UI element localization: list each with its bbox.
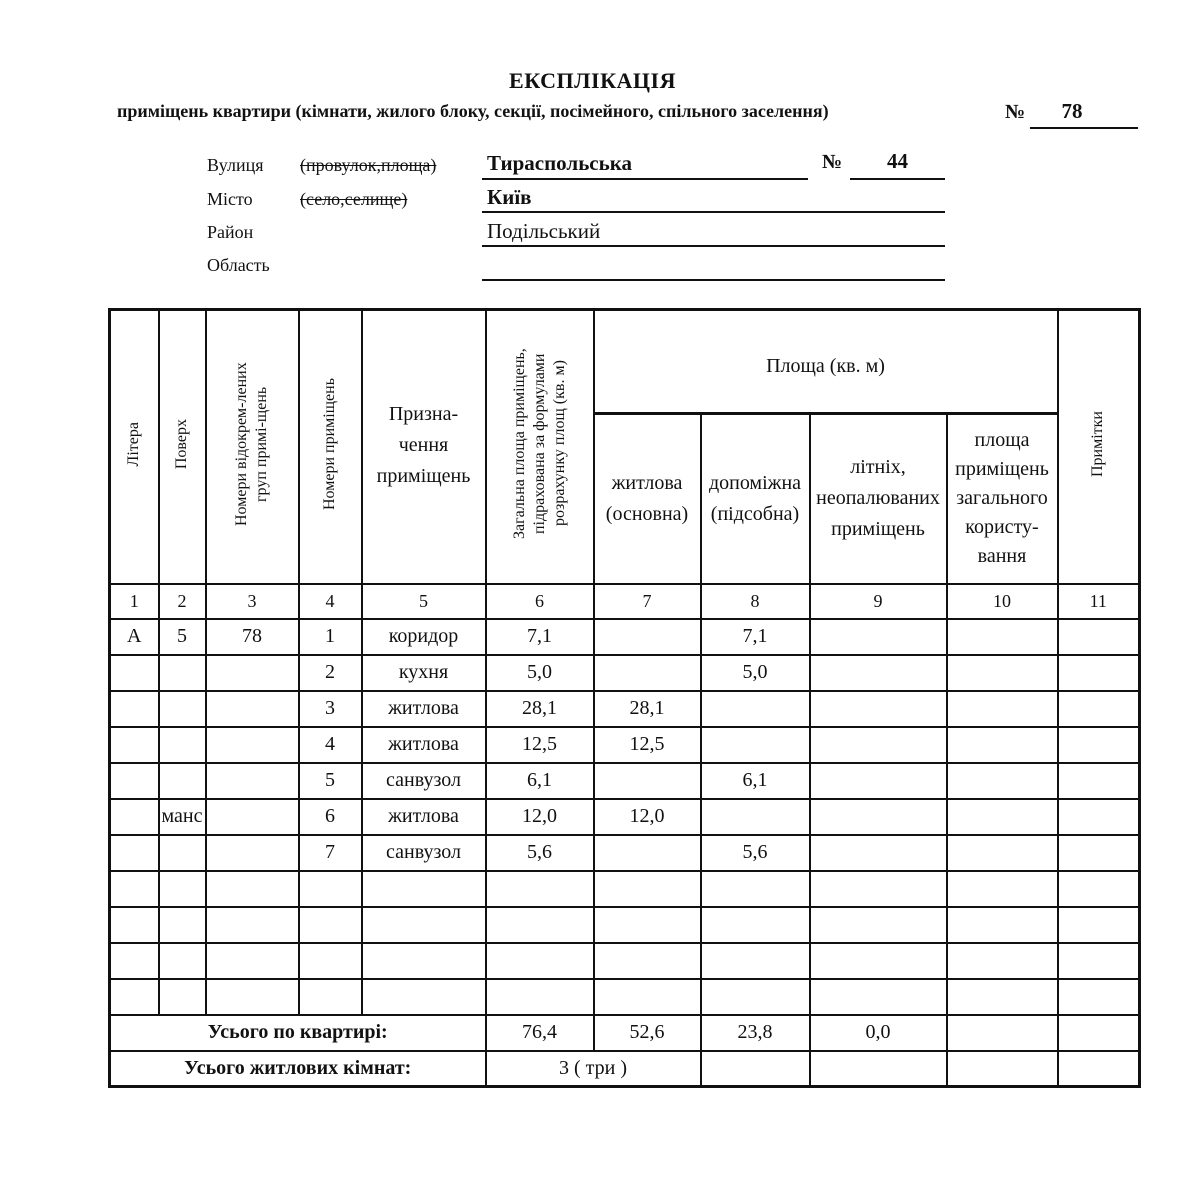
total-area-cell	[486, 871, 594, 907]
header-total-area: Загальна площа приміщень, підрахована за формулами розрахунку площ (кв. м)	[486, 310, 594, 584]
floor-cell: 5	[159, 619, 206, 655]
common-area-cell	[947, 763, 1058, 799]
living-area-cell	[594, 763, 701, 799]
floor-cell	[159, 871, 206, 907]
district-label: Район	[207, 222, 254, 242]
floor-cell	[159, 691, 206, 727]
summer-area-cell	[810, 691, 947, 727]
summer-area-cell	[810, 835, 947, 871]
header-common: площа приміщень загального користу-вання	[947, 414, 1058, 584]
header-room-numbers: Номери приміщень	[299, 310, 362, 584]
total-label: Усього по квартирі:	[110, 1015, 486, 1051]
notes-cell	[1058, 763, 1140, 799]
district-value: Подільський	[487, 219, 601, 243]
living-area-cell: 28,1	[594, 691, 701, 727]
litera-cell: А	[110, 619, 159, 655]
common-area-cell	[947, 835, 1058, 871]
group-number-cell: 78	[206, 619, 299, 655]
column-numbers-row	[110, 584, 1140, 619]
group-number-cell	[206, 655, 299, 691]
living-area-cell	[594, 655, 701, 691]
auxiliary-area-cell	[701, 979, 810, 1015]
litera-cell	[110, 835, 159, 871]
room-number-cell	[299, 907, 362, 943]
header-notes: Примітки	[1058, 310, 1140, 584]
living-area-cell	[594, 835, 701, 871]
total-area-cell: 6,1	[486, 763, 594, 799]
street-underline	[482, 178, 808, 180]
column-number: 9	[810, 584, 947, 619]
group-number-cell	[206, 727, 299, 763]
auxiliary-area-cell: 5,0	[701, 655, 810, 691]
floor-cell	[159, 655, 206, 691]
litera-cell	[110, 979, 159, 1015]
column-number: 2	[159, 584, 206, 619]
group-number-cell	[206, 907, 299, 943]
auxiliary-area-cell	[701, 691, 810, 727]
table-row	[110, 835, 1140, 871]
empty-cell	[947, 1051, 1058, 1087]
group-number-cell	[206, 691, 299, 727]
common-area-cell	[947, 943, 1058, 979]
litera-cell	[110, 871, 159, 907]
purpose-cell: житлова	[362, 799, 486, 835]
purpose-cell	[362, 943, 486, 979]
column-number: 4	[299, 584, 362, 619]
total-area-cell: 12,0	[486, 799, 594, 835]
header-summer: літніх, неопалюваних приміщень	[810, 414, 947, 584]
header-auxiliary: допоміжна (підсобна)	[701, 414, 810, 584]
room-number-cell: 1	[299, 619, 362, 655]
header-litera: Літера	[110, 310, 159, 584]
purpose-cell: санвузол	[362, 763, 486, 799]
notes-cell	[1058, 655, 1140, 691]
auxiliary-area-cell	[701, 799, 810, 835]
table-row	[110, 727, 1140, 763]
room-number-cell: 6	[299, 799, 362, 835]
purpose-cell: кухня	[362, 655, 486, 691]
notes-cell	[1058, 907, 1140, 943]
litera-cell	[110, 943, 159, 979]
total-area-cell: 7,1	[486, 619, 594, 655]
total-living-value: 52,6	[594, 1015, 701, 1051]
table-row	[110, 979, 1140, 1015]
table-row	[110, 799, 1140, 835]
auxiliary-area-cell	[701, 907, 810, 943]
common-area-cell	[947, 655, 1058, 691]
column-number: 11	[1058, 584, 1140, 619]
total-area-cell: 5,6	[486, 835, 594, 871]
city-struck-text: (село,селище)	[300, 189, 408, 209]
purpose-cell: житлова	[362, 727, 486, 763]
table-row	[110, 691, 1140, 727]
purpose-cell: житлова	[362, 691, 486, 727]
total-area-cell	[486, 979, 594, 1015]
total-auxiliary-value: 23,8	[701, 1015, 810, 1051]
summer-area-cell	[810, 655, 947, 691]
summer-area-cell	[810, 907, 947, 943]
purpose-cell	[362, 907, 486, 943]
auxiliary-area-cell	[701, 727, 810, 763]
rooms-count-label: Усього житлових кімнат:	[110, 1051, 486, 1087]
notes-cell	[1058, 979, 1140, 1015]
floor-cell	[159, 763, 206, 799]
notes-cell	[1058, 799, 1140, 835]
common-area-cell	[947, 691, 1058, 727]
notes-cell	[1058, 943, 1140, 979]
region-label: Область	[207, 255, 270, 275]
common-area-cell	[947, 871, 1058, 907]
explication-table	[108, 308, 1141, 1088]
total-summer-value: 0,0	[810, 1015, 947, 1051]
header-living: житлова (основна)	[594, 414, 701, 584]
purpose-cell	[362, 871, 486, 907]
apartment-number-underline	[1030, 127, 1138, 129]
group-number-cell	[206, 871, 299, 907]
litera-cell	[110, 727, 159, 763]
living-area-cell	[594, 979, 701, 1015]
total-area-cell: 28,1	[486, 691, 594, 727]
document-subtitle: приміщень квартири (кімнати, жилого блоку, секції, посімейного, спільного заселення)	[117, 101, 829, 121]
group-number-cell	[206, 943, 299, 979]
auxiliary-area-cell	[701, 943, 810, 979]
room-number-cell: 4	[299, 727, 362, 763]
column-number: 6	[486, 584, 594, 619]
purpose-cell: коридор	[362, 619, 486, 655]
house-number-label: №	[822, 151, 843, 173]
summer-area-cell	[810, 871, 947, 907]
living-area-cell	[594, 871, 701, 907]
floor-cell	[159, 943, 206, 979]
room-number-cell: 3	[299, 691, 362, 727]
living-area-cell	[594, 907, 701, 943]
floor-cell	[159, 727, 206, 763]
auxiliary-area-cell: 7,1	[701, 619, 810, 655]
house-number: 44	[887, 149, 908, 173]
street-value: Тираспольська	[487, 151, 633, 175]
notes-cell	[1058, 871, 1140, 907]
total-area-cell: 12,5	[486, 727, 594, 763]
group-number-cell	[206, 799, 299, 835]
common-area-cell	[947, 619, 1058, 655]
common-area-cell	[947, 727, 1058, 763]
litera-cell	[110, 907, 159, 943]
column-number: 5	[362, 584, 486, 619]
purpose-cell	[362, 979, 486, 1015]
room-number-cell: 2	[299, 655, 362, 691]
table-row	[110, 763, 1140, 799]
total-notes-value	[1058, 1015, 1140, 1051]
city-underline	[482, 211, 945, 213]
header-area-group: Площа (кв. м)	[594, 310, 1058, 414]
table-row	[110, 871, 1140, 907]
living-area-cell: 12,0	[594, 799, 701, 835]
rooms-count-row	[110, 1051, 1140, 1087]
living-area-cell	[594, 619, 701, 655]
district-underline	[482, 245, 945, 247]
total-common-value	[947, 1015, 1058, 1051]
table-row	[110, 943, 1140, 979]
summer-area-cell	[810, 619, 947, 655]
group-number-cell	[206, 763, 299, 799]
street-label: Вулиця	[207, 155, 264, 175]
total-area-cell	[486, 907, 594, 943]
table-row	[110, 619, 1140, 655]
notes-cell	[1058, 619, 1140, 655]
header-purpose: Призна-чення приміщень	[362, 310, 486, 584]
apartment-number: 78	[1061, 99, 1083, 123]
column-number: 7	[594, 584, 701, 619]
table-row	[110, 655, 1140, 691]
region-underline	[482, 279, 945, 281]
summer-area-cell	[810, 763, 947, 799]
room-number-cell	[299, 871, 362, 907]
litera-cell	[110, 655, 159, 691]
auxiliary-area-cell: 5,6	[701, 835, 810, 871]
room-number-cell: 7	[299, 835, 362, 871]
city-label: Місто	[207, 189, 253, 209]
notes-cell	[1058, 691, 1140, 727]
room-number-cell: 5	[299, 763, 362, 799]
header-group-numbers: Номери відокрем-лених груп примі-щень	[206, 310, 299, 584]
column-number: 1	[110, 584, 159, 619]
litera-cell	[110, 691, 159, 727]
purpose-cell: санвузол	[362, 835, 486, 871]
table-row	[110, 907, 1140, 943]
apartment-number-label: №	[1005, 101, 1026, 123]
total-row	[110, 1015, 1140, 1051]
room-number-cell	[299, 979, 362, 1015]
living-area-cell	[594, 943, 701, 979]
notes-cell	[1058, 727, 1140, 763]
living-area-cell: 12,5	[594, 727, 701, 763]
summer-area-cell	[810, 799, 947, 835]
total-area-cell	[486, 943, 594, 979]
city-value: Київ	[487, 185, 532, 209]
litera-cell	[110, 799, 159, 835]
summer-area-cell	[810, 979, 947, 1015]
empty-cell	[701, 1051, 810, 1087]
room-number-cell	[299, 943, 362, 979]
empty-cell	[810, 1051, 947, 1087]
column-number: 3	[206, 584, 299, 619]
common-area-cell	[947, 799, 1058, 835]
total-area-cell: 5,0	[486, 655, 594, 691]
street-struck-text: (провулок,площа)	[300, 155, 437, 175]
auxiliary-area-cell	[701, 871, 810, 907]
empty-cell	[1058, 1051, 1140, 1087]
common-area-cell	[947, 907, 1058, 943]
common-area-cell	[947, 979, 1058, 1015]
group-number-cell	[206, 835, 299, 871]
floor-cell	[159, 835, 206, 871]
total-area-value: 76,4	[486, 1015, 594, 1051]
auxiliary-area-cell: 6,1	[701, 763, 810, 799]
column-number: 8	[701, 584, 810, 619]
notes-cell	[1058, 835, 1140, 871]
floor-cell	[159, 979, 206, 1015]
summer-area-cell	[810, 943, 947, 979]
rooms-count-value: 3 ( три )	[486, 1051, 701, 1087]
header-floor: Поверх	[159, 310, 206, 584]
column-number: 10	[947, 584, 1058, 619]
house-number-underline	[850, 178, 945, 180]
summer-area-cell	[810, 727, 947, 763]
litera-cell	[110, 763, 159, 799]
floor-cell	[159, 907, 206, 943]
floor-cell: манс	[159, 799, 206, 835]
group-number-cell	[206, 979, 299, 1015]
document-title: ЕКСПЛІКАЦІЯ	[509, 68, 676, 93]
